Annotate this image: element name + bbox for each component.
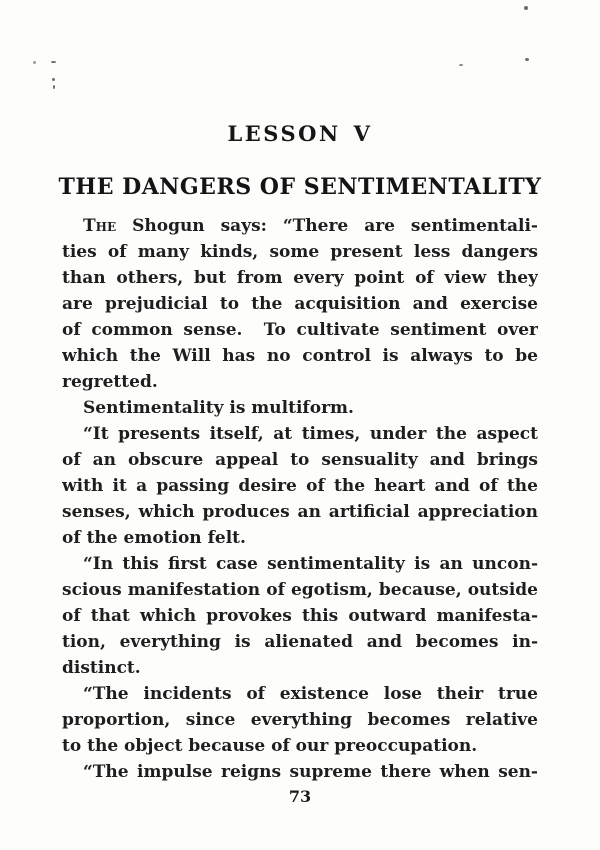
text-line: than others, but from every point of view they [62,268,538,288]
text-line: proportion, since everything becomes relative [62,710,538,730]
text-line: which the Will has no control is always to be [62,346,538,366]
text-line-rest: Shogun says: “There are sentimentali- [116,216,538,236]
chapter-title: THE DANGERS OF SENTIMENTALITY [58,174,542,200]
text-line: of the emotion felt. [62,528,246,548]
text-line: regretted. [62,372,158,392]
text-line: to the object because of our preoccupation. [62,736,478,756]
lesson-heading: LESSON V [227,121,373,146]
scan-speck [459,64,463,66]
scan-speck [52,78,55,81]
scan-speck [524,6,528,10]
lead-word: The [83,216,117,236]
page-number: 73 [288,787,312,806]
text-line: scious manifestation of egotism, because, outside [62,580,538,600]
text-line: “The impulse reigns supreme there when sen- [83,762,538,782]
text-line: of that which provokes this outward manifesta- [62,606,538,626]
body-text [62,213,538,785]
text-line: “The incidents of existence lose their true [83,684,538,704]
scan-speck [33,61,36,64]
text-line: senses, which produces an artificial appreciation [62,502,538,522]
scan-speck [53,85,55,89]
text-line: are prejudicial to the acquisition and exercise [62,294,538,314]
text-line: of common sense. To cultivate sentiment over [62,320,538,340]
text-line: Sentimentality is multiform. [83,398,354,418]
text-line: ties of many kinds, some present less dangers [62,242,538,262]
text-line [62,213,538,239]
text-line: distinct. [62,658,141,678]
text-line: tion, everything is alienated and becomes in- [62,632,538,652]
text-line: of an obscure appeal to sensuality and brings [62,450,538,470]
text-line: with it a passing desire of the heart and of the [62,476,538,496]
text-line: “It presents itself, at times, under the aspect [83,424,538,444]
scan-speck [51,61,56,63]
scan-speck [525,58,529,61]
text-line: “In this first case sentimentality is an uncon- [83,554,538,574]
